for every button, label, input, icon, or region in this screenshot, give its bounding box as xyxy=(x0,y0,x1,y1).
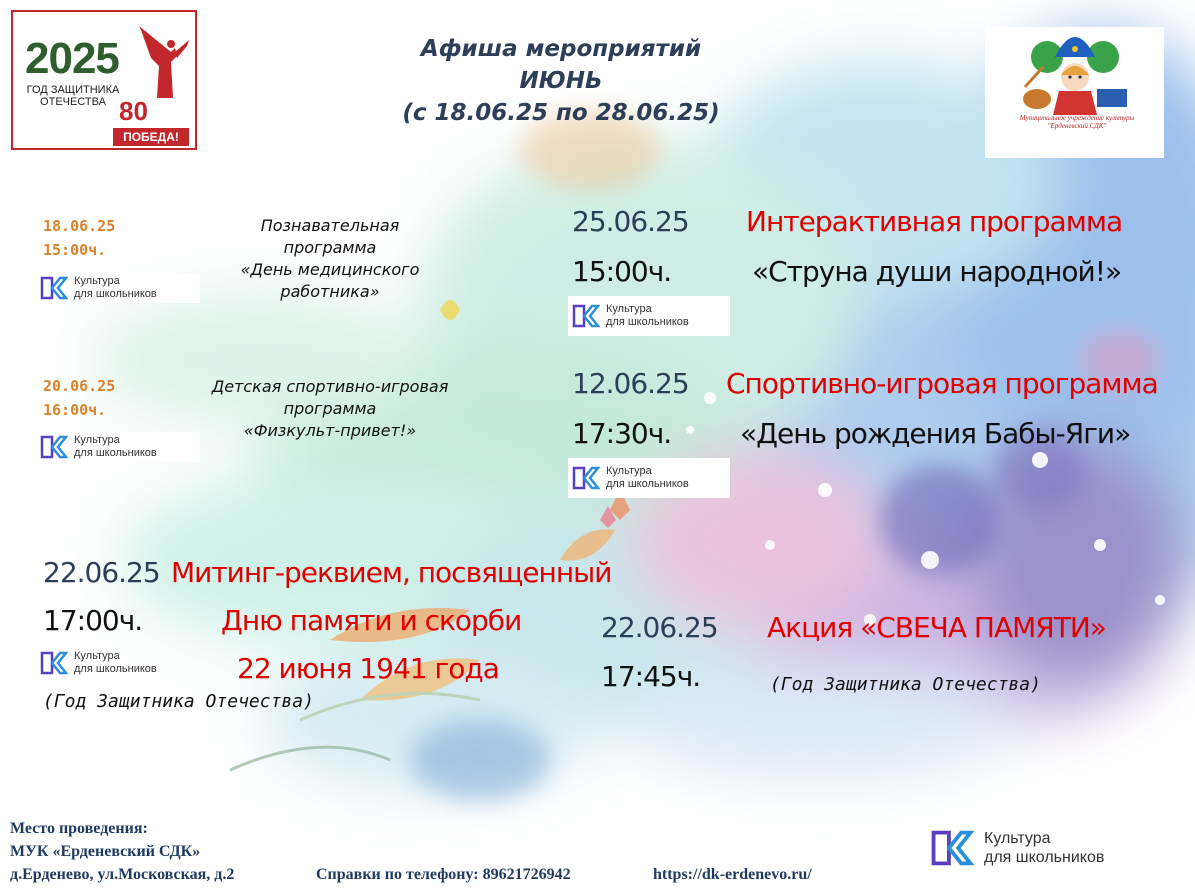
kultura-badge-text xyxy=(606,303,689,329)
emblem-number: 80 xyxy=(119,96,148,126)
event-title: Акция «СВЕЧА ПАМЯТИ» xyxy=(767,611,1106,644)
kultura-logo-icon xyxy=(930,828,974,868)
poster-title: Афиша мероприятий xyxy=(420,36,702,62)
kultura-badge-large xyxy=(930,823,1160,873)
event-description-line: программа xyxy=(283,238,377,257)
event-description-line: Познавательная xyxy=(260,216,400,235)
event-date: 22.06.25 xyxy=(601,611,718,644)
kultura-badge-line: Культура xyxy=(74,434,120,446)
sdk-caption-line: Муниципальное учреждение культуры xyxy=(1019,114,1135,122)
kultura-badge-text xyxy=(74,434,157,460)
kultura-badge-text xyxy=(606,465,689,491)
kultura-badge-text xyxy=(74,275,157,301)
kultura-badge-line: Культура xyxy=(74,650,120,662)
venue-address: д.Ерденево, ул.Московская, д.2 xyxy=(10,866,235,883)
kultura-badge-line: для школьников xyxy=(74,663,157,675)
event-description-line: «День медицинского xyxy=(240,260,420,279)
sdk-logo xyxy=(985,27,1164,158)
folk-girl-logo-icon xyxy=(985,27,1164,117)
event-title-line3: 22 июня 1941 года xyxy=(237,652,499,685)
event-subtitle: «День рождения Бабы-Яги» xyxy=(740,417,1131,450)
kultura-logo-icon xyxy=(40,650,68,676)
emblem-victory: ПОБЕДА! xyxy=(113,128,189,146)
poster-period: (с 18.06.25 по 28.06.25) xyxy=(402,100,720,126)
event-title: Интерактивная программа xyxy=(746,205,1123,238)
event-description-line: Детская спортивно-игровая xyxy=(211,377,449,396)
event-time: 16:00ч. xyxy=(43,401,107,419)
kultura-badge-text xyxy=(74,650,157,676)
event-note: (Год Защитника Отечества) xyxy=(43,691,314,712)
event-title-line2: Дню памяти и скорби xyxy=(221,604,522,637)
kultura-badge-line: для школьников xyxy=(606,316,689,328)
event-subtitle: «Струна души народной!» xyxy=(752,255,1122,288)
kultura-logo-icon xyxy=(40,434,68,460)
event-time: 17:45ч. xyxy=(601,660,701,693)
kultura-badge-text xyxy=(984,829,1104,867)
kultura-logo-icon xyxy=(40,275,68,301)
event-description xyxy=(205,215,455,303)
emblem-subtitle-line: ОТЕЧЕСТВА xyxy=(40,96,106,108)
event-date: 25.06.25 xyxy=(572,205,689,238)
emblem-year: 2025 xyxy=(25,34,119,83)
event-description-line: работника» xyxy=(280,282,380,301)
event-title: Митинг-реквием, посвященный xyxy=(171,556,612,589)
kultura-badge-line: Культура xyxy=(984,830,1051,847)
event-date: 22.06.25 xyxy=(43,556,160,589)
kultura-logo-icon xyxy=(572,465,600,491)
event-note: (Год Защитника Отечества) xyxy=(770,674,1041,695)
sdk-logo-caption xyxy=(1007,114,1147,130)
event-date: 20.06.25 xyxy=(43,377,116,395)
event-time: 15:00ч. xyxy=(43,241,107,259)
venue-label: Место проведения: xyxy=(10,820,148,837)
sdk-caption-line: "Ерденевский СДК" xyxy=(1047,122,1107,130)
kultura-badge xyxy=(568,458,730,498)
kultura-badge-line: для школьников xyxy=(984,849,1105,866)
event-date: 12.06.25 xyxy=(572,367,689,400)
defender-year-emblem xyxy=(11,10,197,150)
kultura-badge xyxy=(568,296,730,336)
kultura-badge xyxy=(40,648,190,678)
motherland-statue-icon xyxy=(131,22,191,98)
kultura-badge-line: Культура xyxy=(606,465,652,477)
emblem-subtitle-line: ГОД ЗАЩИТНИКА xyxy=(26,84,120,96)
event-description-line: «Физкульт-привет!» xyxy=(243,421,417,440)
kultura-badge-line: для школьников xyxy=(74,288,157,300)
kultura-badge xyxy=(40,273,200,303)
event-time: 17:00ч. xyxy=(43,604,143,637)
kultura-badge-line: Культура xyxy=(606,303,652,315)
event-description-line: программа xyxy=(283,399,377,418)
venue-name: МУК «Ерденевский СДК» xyxy=(10,843,201,860)
event-description xyxy=(170,376,490,442)
kultura-logo-icon xyxy=(572,303,600,329)
kultura-badge xyxy=(40,432,200,462)
poster-month: ИЮНЬ xyxy=(519,68,603,94)
event-time: 15:00ч. xyxy=(572,255,672,288)
kultura-badge-line: Культура xyxy=(74,275,120,287)
event-title: Спортивно-игровая программа xyxy=(726,367,1158,400)
phone-info: Справки по телефону: 89621726942 xyxy=(316,866,571,883)
emblem-subtitle xyxy=(23,84,123,108)
kultura-badge-line: для школьников xyxy=(606,478,689,490)
kultura-badge-line: для школьников xyxy=(74,447,157,459)
event-date: 18.06.25 xyxy=(43,217,116,235)
event-time: 17:30ч. xyxy=(572,417,672,450)
website-link[interactable]: https://dk-erdenevo.ru/ xyxy=(653,866,812,883)
